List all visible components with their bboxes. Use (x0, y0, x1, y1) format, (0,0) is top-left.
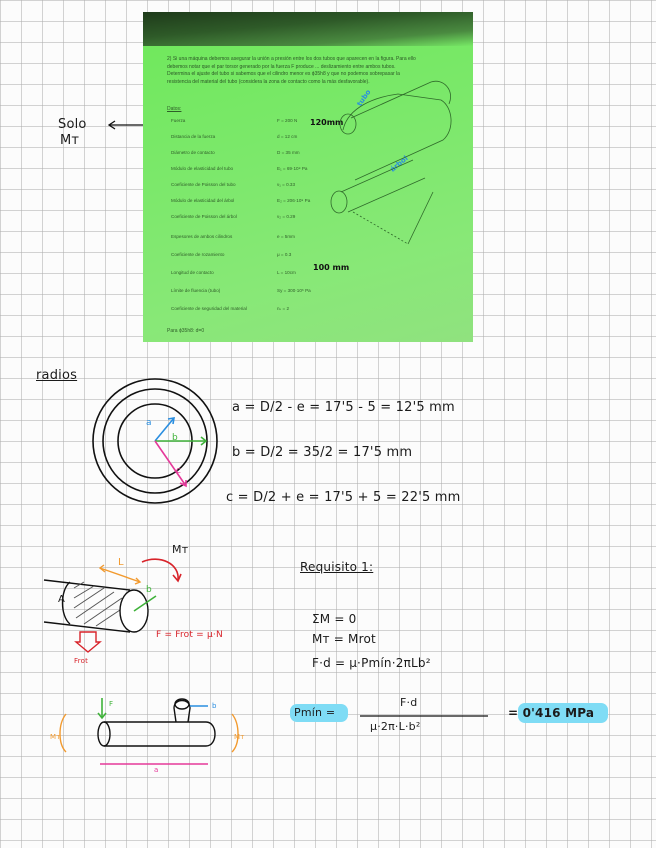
m1-label: Mт (50, 733, 61, 741)
annotation-120mm: 120mm (310, 118, 344, 127)
requisito-line1: ΣM = 0 (312, 612, 357, 626)
data-row-label: Coeficiente de rozamiento (171, 252, 225, 257)
radius-a-label: a (146, 418, 152, 428)
frot-label: Frot (74, 657, 89, 665)
side-note-mt: Mт (60, 133, 80, 148)
data-row-label: Módulo de elasticidad del árbol (171, 198, 235, 203)
mt-arc-arrow (142, 559, 178, 580)
annotation-100mm: 100 mm (313, 263, 350, 272)
a-label: A (58, 594, 66, 605)
data-row-value: E₁ = 69·10⁹ Pa (277, 166, 308, 171)
mt-label: Mт (172, 543, 189, 556)
b-label-2: b (212, 702, 217, 710)
data-row-value: e = 5mm (277, 234, 295, 239)
equation-b: b = D/2 = 35/2 = 17'5 mm (232, 445, 413, 460)
problem-photo (143, 12, 473, 342)
equation-c: c = D/2 + e = 17'5 + 5 = 22'5 mm (226, 490, 461, 505)
photo-footer: Para ϕ35h8: d=0 (167, 328, 205, 334)
radius-c-arrow (155, 441, 186, 486)
data-row-label: Coeficiente de seguridad del material (171, 306, 247, 311)
pmin-lhs: Pmín = (294, 706, 336, 719)
problem-statement: 2) Si una máquina debemos asegurar la unión a presión entre los dos tubos que aparecen en la figura. Para ello debemos notar que el par torsor generado por la fuerza F produce ... deslizamiento entre ambos tubos. Determina el ajuste del tubo si sabemos que el cilindro menor es ϕ35h8 y que no podemos sobrepasar la resistencia del material del tubo (considera la zona de contacto como la más desfavorable). (167, 56, 416, 85)
l-dimension (100, 568, 140, 582)
pmin-numerator: F·d (400, 696, 418, 709)
datos-label: Datos: (167, 106, 182, 112)
data-row-value: E₂ = 206·10⁹ Pa (277, 198, 311, 203)
requisito-line3: F·d = μ·Pmín·2πLb² (312, 656, 431, 670)
force-equation: F = Frot = μ·N (156, 630, 223, 640)
left-moment-arc (60, 714, 66, 752)
f-label-2: F (109, 700, 114, 708)
data-row-label: Espesores de ambos cilindros (171, 234, 233, 239)
data-row-value: Sy = 300·10⁶ Pa (277, 288, 311, 293)
annotation-tubo: tubo (355, 88, 373, 108)
data-row-value: F = 200 N (277, 118, 298, 123)
l-label: L (118, 557, 124, 568)
data-row-value: D = 35 mm (277, 150, 300, 155)
data-row-value: μ = 0.3 (277, 252, 292, 257)
pmin-denominator: μ·2π·L·b² (370, 720, 421, 733)
pmin-value: = 0'416 MPa (508, 706, 595, 720)
data-row-label: Coeficiente de Poisson del tubo (171, 182, 236, 187)
data-row-value: d = 12 cm (277, 134, 298, 139)
annotation-arbol: árbol (388, 154, 410, 174)
a-label-2: a (154, 766, 159, 774)
concentric-circles-diagram (90, 376, 220, 506)
data-row-value: ν₂ = 0.29 (277, 214, 296, 219)
data-row-value: ν₁ = 0.33 (277, 182, 296, 187)
fraction-bar (360, 714, 490, 718)
data-row-label: Diámetro de contacto (171, 150, 215, 155)
radius-b-label: b (172, 433, 178, 443)
b-label: b (146, 585, 152, 595)
bent-tube-diagram (56, 692, 256, 772)
tube-assembly-drawing (143, 12, 473, 342)
data-row-label: Módulo de elasticidad del tubo (171, 166, 234, 171)
data-row-value: L = 10cm (277, 270, 296, 275)
requisito-title: Requisito 1: (300, 560, 374, 574)
requisito-line2: Mт = Mrot (312, 632, 376, 646)
side-note-solo: Solo (58, 117, 87, 132)
data-row-label: Distancia de la fuerza (171, 134, 216, 139)
data-row-label: Longitud de contacto (171, 270, 214, 275)
radius-c-label: c (176, 466, 182, 476)
shaft-friction-diagram (40, 550, 190, 660)
data-row-label: Límite de fluencia (tubo) (171, 288, 221, 293)
m2-label: Mт (234, 733, 245, 741)
equation-a: a = D/2 - e = 17'5 - 5 = 12'5 mm (232, 400, 455, 415)
data-row-value: nₛ = 2 (277, 306, 290, 311)
radios-title: radios (36, 368, 78, 383)
data-row-label: Coeficiente de Poisson del árbol (171, 214, 237, 219)
data-row-label: Fuerza (171, 118, 186, 123)
